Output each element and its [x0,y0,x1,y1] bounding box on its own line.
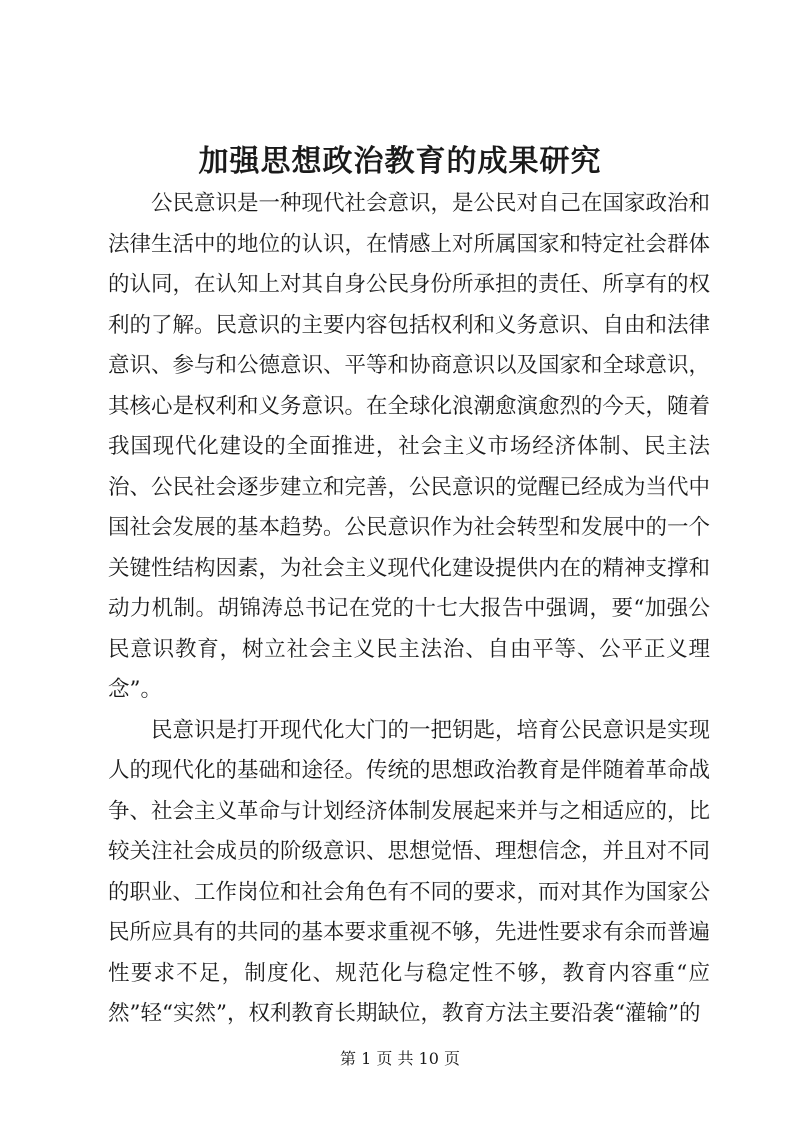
page-footer: 第 1 页 共 10 页 [340,1049,460,1068]
document-title: 加强思想政治教育的成果研究 [198,144,602,179]
paragraph-1: 公民意识是一种现代社会意识，是公民对自己在国家政治和法律生活中的地位的认识，在情感上对所属国家和特定社会群体的认同，在认知上对其自身公民身份所承担的责任、所享有的权利的了解。民意识的主要内容包括权利和义务意识、自由和法律意识、参与和公德意识、平等和协商意识以及国家和全球意识，其核心是权利和义务意识。在全球化浪潮愈演愈烈的今天，随着我国现代化建设的全面推进，社会主义市场经济体制、民主法治、公民社会逐步建立和完善，公民意识的觉醒已经成为当代中国社会发展的基本趋势。公民意识作为社会转型和发展中的一个关键性结构因素，为社会主义现代化建设提供内在的精神支撑和动力机制。胡锦涛总书记在党的十七大报告中强调，要“加强公民意识教育，树立社会主义民主法治、自由平等、公平正义理念”。 [108,191,711,702]
document-body [108,184,710,1035]
paragraph-2: 民意识是打开现代化大门的一把钥匙，培育公民意识是实现人的现代化的基础和途径。传统的思想政治教育是伴随着革命战争、社会主义革命与计划经济体制发展起来并与之相适应的，比较关注社会成员的阶级意识、思想觉悟、理想信念，并且对不同的职业、工作岗位和社会角色有不同的要求，而对其作为国家公民所应具有的共同的基本要求重视不够，先进性要求有余而普遍性要求不足，制度化、规范化与稳定性不够，教育内容重“应然”轻“实然”，权利教育长期缺位，教育方法主要沿袭“灌输”的 [108,717,711,1026]
